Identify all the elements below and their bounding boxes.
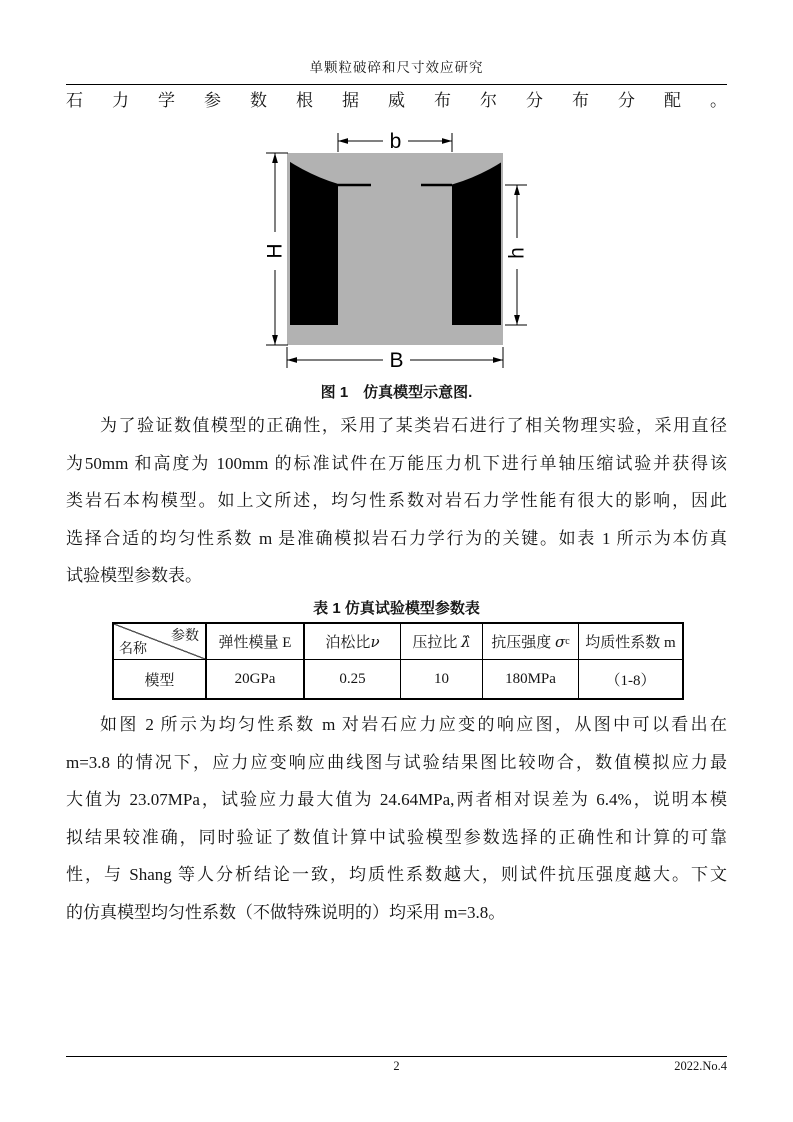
col-header-elastic-modulus: 弹性模量 E	[207, 624, 305, 659]
arrow-h-bottom	[514, 315, 520, 325]
dim-label-B: B	[389, 349, 404, 372]
row-label: 模型	[114, 660, 207, 698]
paragraph-1	[66, 407, 727, 595]
issue-label: 2022.No.4	[674, 1059, 727, 1073]
col-header-compressive-strength: 抗压强度 σ c	[483, 624, 579, 659]
table-header-row	[114, 624, 682, 660]
text-line: 类岩石本构模型。如上文所述，均匀性系数对岩石力学性能有很大的影响，因此	[66, 491, 727, 510]
intro-line: 石力学参数根据威布尔分布分配。	[66, 91, 727, 110]
corner-label-name: 名称	[119, 642, 147, 657]
dim-label-H: H	[263, 243, 287, 259]
text-line: 为50mm 和高度为 100mm 的标准试件在万能压力机下进行单轴压缩试验并获得该	[66, 453, 727, 473]
arrow-b-left	[338, 138, 348, 144]
table-data-row	[114, 660, 682, 698]
col-header-poisson-ratio: 泊松比 ν	[305, 624, 401, 659]
arrow-H-top	[272, 153, 278, 163]
text-line: m=3.8 的情况下，应力应变响应曲线图与试验结果图比较吻合，数值模拟应力最	[66, 752, 727, 772]
dim-label-h: h	[505, 247, 529, 259]
params-table	[112, 622, 684, 700]
text-line: 性，与 Shang 等人分析结论一致，均质性系数越大，则试件抗压强度越大。下文	[66, 865, 727, 884]
corner-cell	[114, 624, 207, 659]
arrow-h-top	[514, 185, 520, 195]
footer-rule	[66, 1056, 727, 1057]
dim-label-b: b	[389, 130, 402, 153]
text-line: 试验模型参数表。	[66, 566, 202, 585]
text-line: 为了验证数值模型的正确性，采用了某类岩石进行了相关物理实验，采用直径	[100, 416, 727, 435]
cell-homogeneity-index: （1-8）	[605, 672, 656, 689]
arrow-B-left	[287, 357, 297, 363]
paragraph-2	[66, 706, 727, 931]
text-line: 拟结果较准确，同时验证了数值计算中试验模型参数选择的正确性和计算的可靠	[66, 827, 727, 847]
simulation-model-figure	[255, 125, 545, 380]
cell-poisson-ratio: 0.25	[305, 660, 401, 698]
cell-compression-tension-ratio: 10	[401, 660, 483, 698]
arrow-H-bottom	[272, 335, 278, 345]
text-line: 选择合适的均匀性系数 m 是准确模拟岩石力学行为的关键。如表 1 所示为本仿真	[66, 528, 727, 548]
text-line: 如图 2 所示为均匀性系数 m 对岩石应力应变的响应图，从图中可以看出在	[100, 715, 727, 734]
text-line: 的仿真模型均匀性系数（不做特殊说明的）均采用 m=3.8。	[66, 902, 506, 922]
running-title: 单颗粒破碎和尺寸效应研究	[309, 60, 484, 75]
cell-elastic-modulus: 20GPa	[207, 660, 305, 698]
table-caption: 表 1 仿真试验模型参数表	[313, 600, 480, 617]
col-header-homogeneity-index: 均质性系数 m	[585, 635, 676, 651]
text-line: 大值为 23.07MPa，试验应力最大值为 24.64MPa,两者相对误差为 6.4%，说明本模	[66, 790, 727, 809]
figure-caption: 图 1 仿真模型示意图.	[320, 384, 473, 401]
cell-compressive-strength: 180MPa	[483, 660, 579, 698]
arrow-b-right	[442, 138, 452, 144]
corner-label-param: 参数	[171, 629, 199, 644]
arrow-B-right	[493, 357, 503, 363]
col-header-compression-tension-ratio: 压拉比 λ̂	[401, 624, 483, 659]
page-number: 2	[393, 1059, 400, 1073]
